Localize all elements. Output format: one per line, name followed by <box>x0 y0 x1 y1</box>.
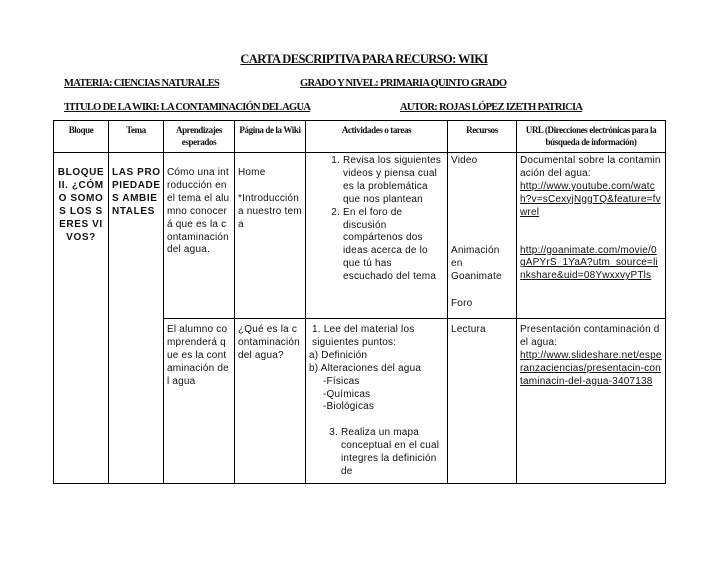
list-item: 2. En el foro de discusión compártenos dos ideas acerca de lo que tú has escuchado del tema <box>343 207 444 284</box>
header-cell: Página de la Wiki <box>235 121 306 153</box>
slideshare-link[interactable]: http://www.slideshare.net/esperanzaciencias/presentacin-contaminacin-del-agua-3407138 <box>520 349 662 387</box>
activity-a: a) Definición <box>309 349 368 361</box>
header-cell: Actividades o tareas <box>306 121 448 153</box>
author-label: AUTOR: ROJAS LÓPEZ IZETH PATRICIA <box>400 102 583 113</box>
grado-label: GRADO Y NIVEL: PRIMARIA QUINTO GRADO <box>300 78 507 89</box>
sub-item: -Biológicas <box>323 401 375 413</box>
activity-list <box>309 155 444 284</box>
activity-b: b) Alteraciones del agua <box>309 362 422 374</box>
activity-intro: 1. Lee del material los siguientes puntos: <box>312 324 415 348</box>
url-label: Documental sobre la contaminación del agua: <box>520 155 661 179</box>
list-item: 1. Revisa los siguientes videos y piensa cual es la problemática que nos plantean <box>343 155 444 207</box>
url-cell <box>517 153 666 319</box>
aprendizajes-cell: Cómo una introducción en el tema el alumno conocerá que es la contaminación del agua. <box>164 153 235 319</box>
header-cell: Tema <box>109 121 164 153</box>
sub-item: -Químicas <box>323 388 371 400</box>
materia-label: MATERIA: CIENCIAS NATURALES <box>64 78 220 89</box>
wiki-title-label: TITULO DE LA WIKI: LA CONTAMINACIÓN DEL AGUA <box>64 102 311 113</box>
pagina-home: Home <box>238 167 266 178</box>
bloque-cell: BLOQUE II. ¿CÓMO SOMOS LOS SERES VIVOS? <box>54 153 109 484</box>
header-cell: Aprendizajes esperados <box>164 121 235 153</box>
activity-list <box>309 427 444 479</box>
header-cell: Bloque <box>54 121 109 153</box>
youtube-link[interactable]: http://www.youtube.com/watch?v=sCexyjNggTQ&feature=fvwrel <box>520 180 661 218</box>
recursos-cell <box>448 153 517 319</box>
descriptive-table <box>53 120 666 484</box>
header-row <box>54 121 666 153</box>
url-label: Presentación contaminación del agua: <box>520 324 660 348</box>
table-row <box>54 153 666 319</box>
goanimate-link[interactable]: http://goanimate.com/movie/0gAPYrS_1YaA?utm_source=linkshare&uid=08YwxxvyPTls <box>520 244 658 282</box>
document-title: CARTA DESCRIPTIVA PARA RECURSO: WIKI <box>240 52 488 66</box>
list-item: 3. Realiza un mapa conceptual en el cual integres la definición de <box>341 427 444 479</box>
resource-video: Video <box>451 155 478 166</box>
actividades-cell <box>306 319 448 484</box>
resource-forum: Foro <box>451 297 473 309</box>
aprendizajes-cell: El alumno comprenderá que es la contaminación del agua <box>164 319 235 484</box>
tema-cell: LAS PROPIEDADES AMBIENTALES <box>109 153 164 484</box>
actividades-cell <box>306 153 448 319</box>
recursos-cell: Lectura <box>448 319 517 484</box>
pagina-intro: *Introducción a nuestro tema <box>238 192 302 230</box>
header-cell: Recursos <box>448 121 517 153</box>
resource-animation: Animación en Goanimate <box>451 244 502 282</box>
url-cell <box>517 319 666 484</box>
pagina-cell: ¿Qué es la contaminación del agua? <box>235 319 306 484</box>
header-cell: URL (Direcciones electrónicas para la búsqueda de información) <box>517 121 666 153</box>
sub-item: -Físicas <box>323 375 360 387</box>
pagina-cell <box>235 153 306 319</box>
